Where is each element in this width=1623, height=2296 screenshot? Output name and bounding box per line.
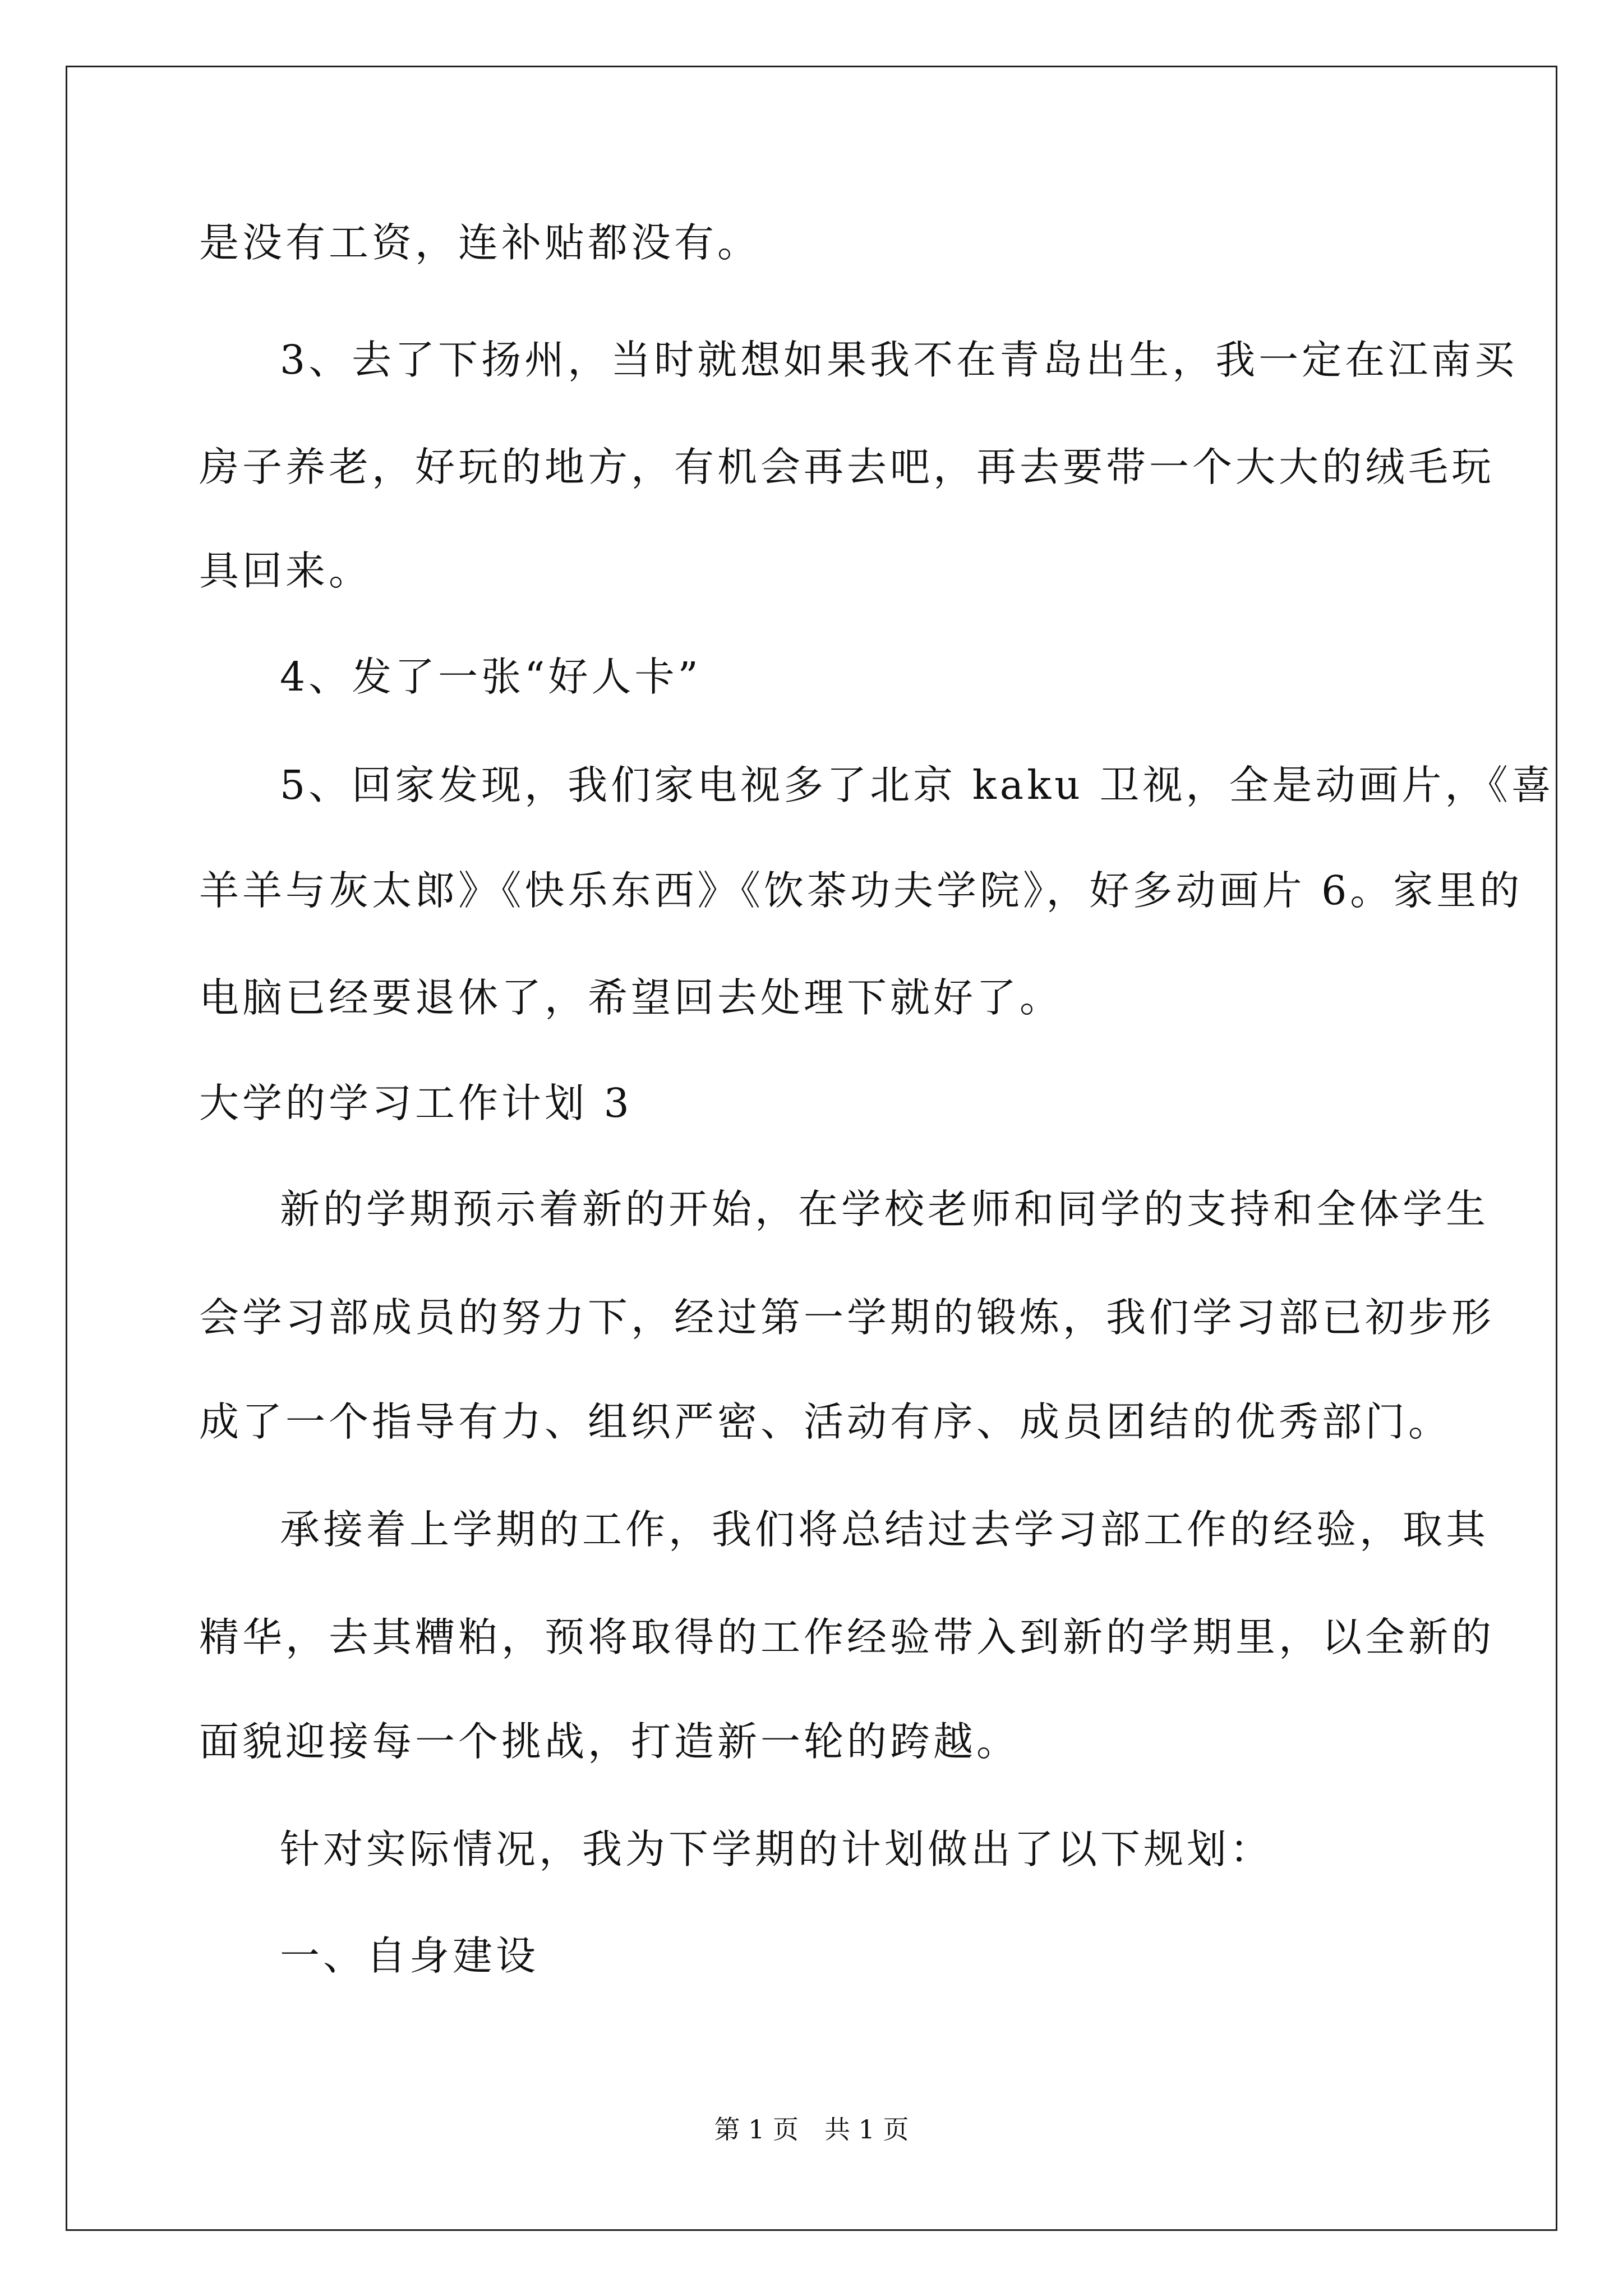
- body-text-line: 成了一个指导有力、组织严密、活动有序、成员团结的优秀部门。: [199, 1398, 1452, 1445]
- body-text-line: 是没有工资，连补贴都没有。: [199, 219, 761, 266]
- body-text-line: 3、去了下扬州，当时就想如果我不在青岛出生，我一定在江南买: [280, 337, 1518, 383]
- body-text-line: 会学习部成员的努力下，经过第一学期的锻炼，我们学习部已初步形: [199, 1294, 1495, 1341]
- body-text-line: 新的学期预示着新的开始，在学校老师和同学的支持和全体学生: [280, 1186, 1490, 1232]
- body-text-line: 针对实际情况，我为下学期的计划做出了以下规划：: [280, 1826, 1274, 1872]
- body-text-line: 精华，去其糟粕，预将取得的工作经验带入到新的学期里，以全新的: [199, 1614, 1495, 1660]
- body-text-line: 电脑已经要退休了，希望回去处理下就好了。: [199, 974, 1063, 1021]
- body-text-line: 5、回家发现，我们家电视多了北京 kaku 卫视，全是动画片，《喜: [280, 762, 1555, 808]
- section-heading: 大学的学习工作计划 3: [199, 1080, 633, 1126]
- body-text-line: 房子养老，好玩的地方，有机会再去吧，再去要带一个大大的绒毛玩: [199, 444, 1495, 490]
- body-text-line: 面貌迎接每一个挑战，打造新一轮的跨越。: [199, 1718, 1020, 1765]
- body-text-line: 具回来。: [199, 547, 372, 594]
- page-footer: 第 1 页 共 1 页: [714, 2114, 909, 2145]
- body-text-line: 承接着上学期的工作，我们将总结过去学习部工作的经验，取其: [280, 1506, 1490, 1553]
- body-text-line: 羊羊与灰太郎》《快乐东西》《饮茶功夫学院》，好多动画片 6。家里的: [199, 867, 1523, 914]
- list-heading: 一、自身建设: [280, 1932, 540, 1979]
- page-border: [66, 66, 1557, 2231]
- body-text-line: 4、发了一张“好人卡”: [280, 654, 702, 700]
